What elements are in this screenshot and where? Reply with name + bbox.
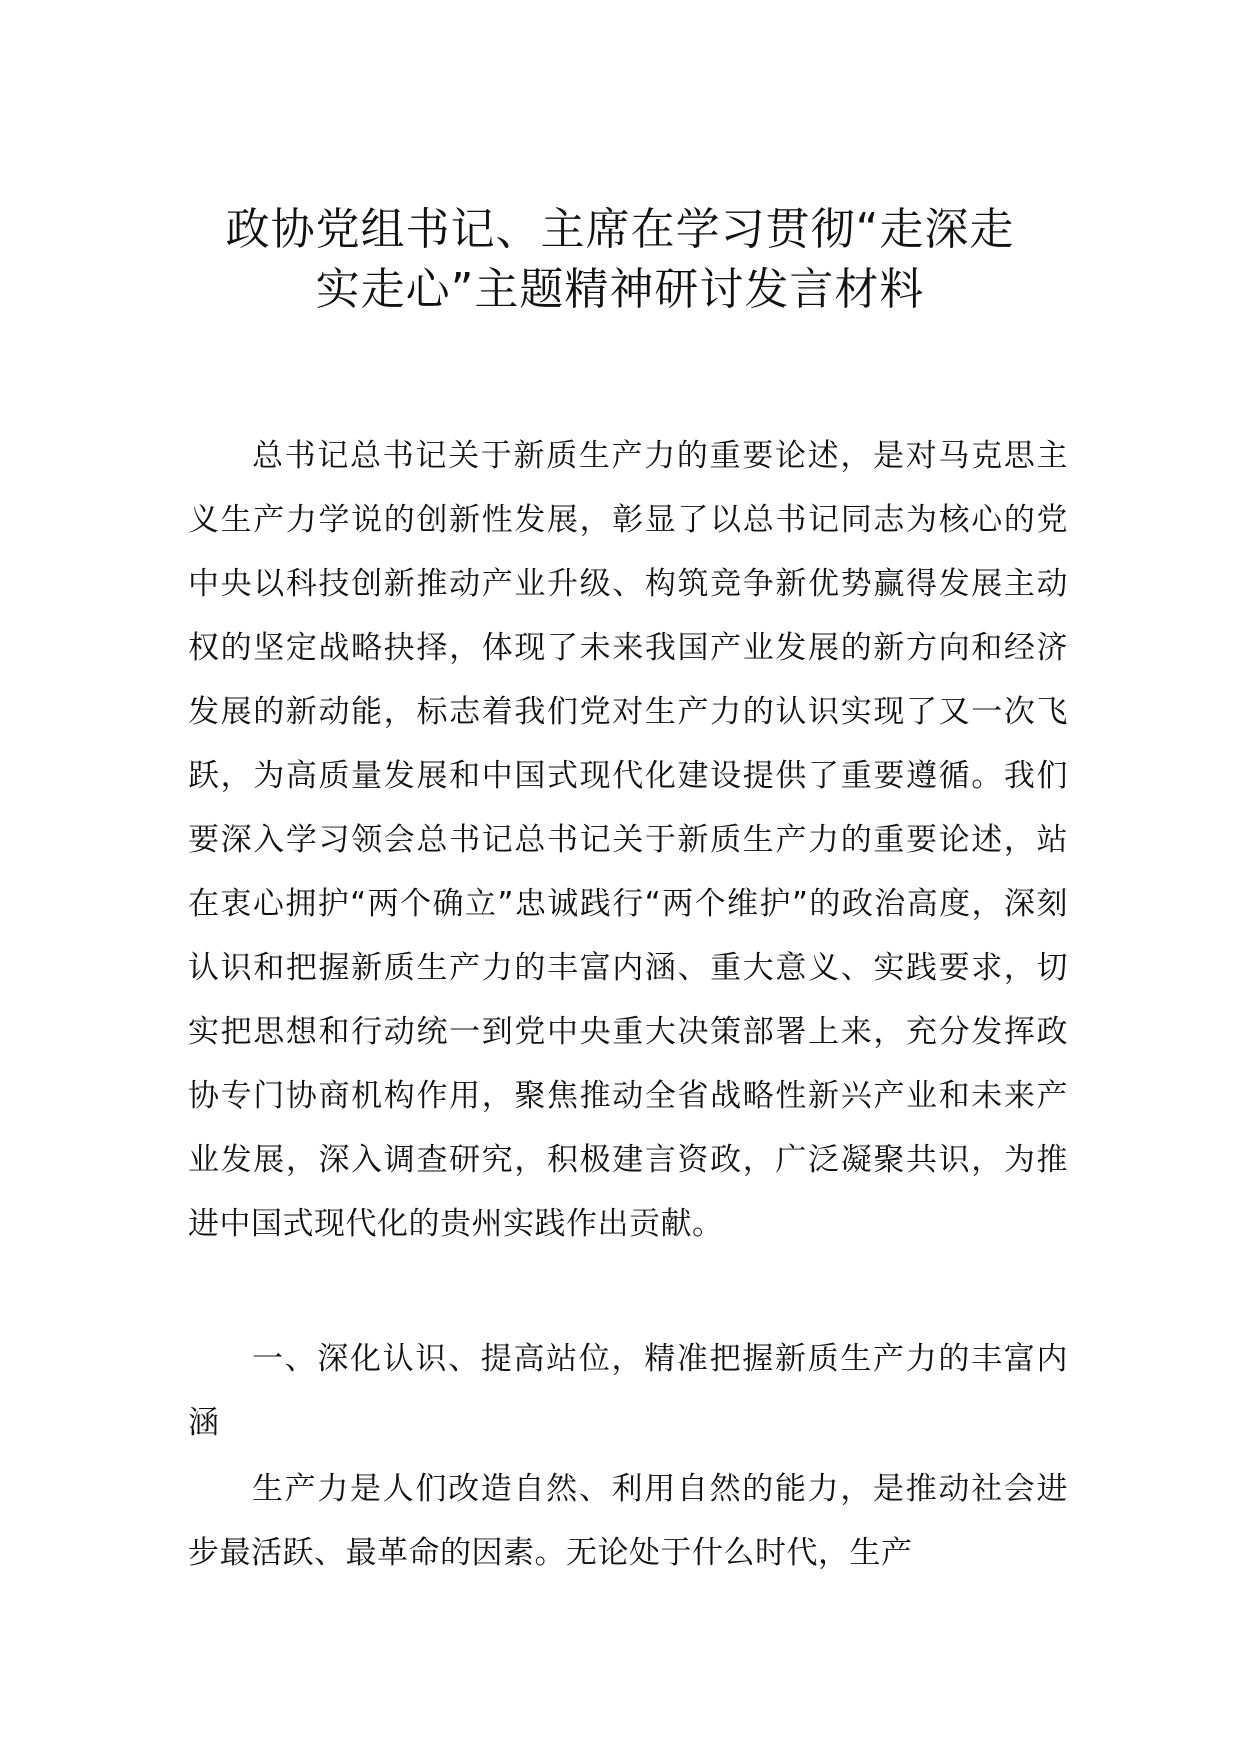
title-line-1: 政协党组书记、主席在学习贯彻“走深走 [225,204,1015,255]
section-heading-1: 一、深化认识、提高站位，精准把握新质生产力的丰富内涵 [188,1341,1068,1441]
title-line-2: 实走心”主题精神研讨发言材料 [315,264,925,315]
paragraph-intro: 总书记总书记关于新质生产力的重要论述，是对马克思主义生产力学说的创新性发展，彰显了以总书记同志为核心的党中央以科技创新推动产业升级、构筑竞争新优势赢得发展主动权的坚定战略抉择，体现了未来我国产业发展的新方向和经济发展的新动能，标志着我们党对生产力的认识实现了又一次飞跃，为高质量发展和中国式现代化建设提供了重要遵循。我们要深入学习领会总书记总书记关于新质生产力的重要论述，站在衷心拥护“两个确立”忠诚践行“两个维护”的政治高度，深刻认识和把握新质生产力的丰富内涵、重大意义、实践要求，切实把思想和行动统一到党中央重大决策部署上来，充分发挥政协专门协商机构作用，聚焦推动全省战略性新兴产业和未来产业发展，深入调查研究，积极建言资政，广泛凝聚共识，为推进中国式现代化的贵州实践作出贡献。 [188,438,1068,1242]
document-title [150,200,1090,320]
paragraph-section-1: 生产力是人们改造自然、利用自然的能力，是推动社会进步最活跃、最革命的因素。无论处于什么时代，生产 [188,1471,1068,1571]
